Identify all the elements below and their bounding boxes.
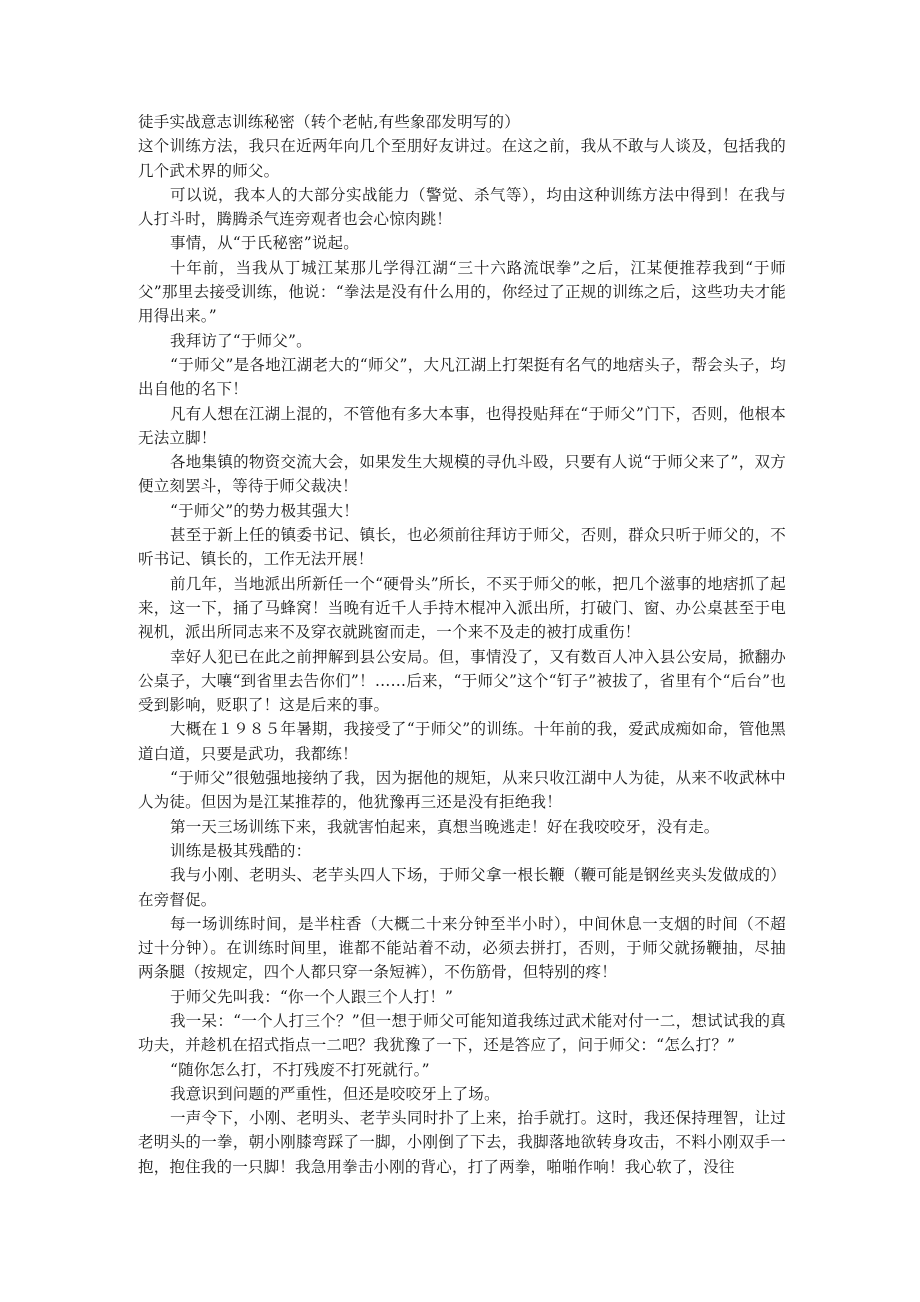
paragraph-13: 大概在１９８５年暑期，我接受了“于师父”的训练。十年前的我，爱武成痴如命，管他黑道白道，只要是武功，我都练！	[138, 720, 786, 763]
paragraph-7: 凡有人想在江湖上混的，不管他有多大本事，也得投贴拜在“于师父”门下，否则，他根本无法立脚！	[138, 404, 786, 447]
paragraph-12: 幸好人犯已在此之前押解到县公安局。但，事情没了，又有数百人冲入县公安局，掀翻办公桌子，大嚷“到省里去告你们”！……后来，“于师父”这个“钉子”被拔了，省里有个“后台”也受到影响，贬职了！这是后来的事。	[138, 647, 786, 715]
paragraph-4: 十年前，当我从丁城江某那儿学得江湖“三十六路流氓拳”之后，江某便推荐我到“于师父”那里去接受训练，他说：“拳法是没有什么用的，你经过了正规的训练之后，这些功夫才能用得出来。”	[138, 258, 786, 326]
paragraph-21: “随你怎么打，不打残废不打死就行。”	[170, 1060, 430, 1079]
document-title: 徒手实战意志训练秘密（转个老帖,有些象邵发明写的）	[138, 113, 520, 131]
paragraph-17: 我与小刚、老明头、老芋头四人下场，于师父拿一根长鞭（鞭可能是钢丝夹头发做成的）在旁督促。	[138, 866, 786, 909]
paragraph-11: 前几年，当地派出所新任一个“硬骨头”所长，不买于师父的帐，把几个滋事的地痞抓了起来，这一下，捅了马蜂窝！当晚有近千人手持木棍冲入派出所，打破门、窗、办公桌甚至于电视机，派出所同志来不及穿衣就跳窗而走，一个来不及走的被打成重伤！	[138, 574, 786, 642]
paragraph-10: 甚至于新上任的镇委书记、镇长，也必须前往拜访于师父，否则，群众只听于师父的，不听书记、镇长的，工作无法开展！	[138, 526, 786, 569]
paragraph-23: 一声令下，小刚、老明头、老芋头同时扑了上来，抬手就打。这时，我还保持理智，让过老明头的一拳，朝小刚膝弯踩了一脚，小刚倒了下去，我脚落地欲转身攻击，不料小刚双手一抱，抱住我的一只脚！我急用拳击小刚的背心，打了两拳，啪啪作响！我心软了，没往	[138, 1109, 786, 1176]
paragraph-18: 每一场训练时间，是半柱香（大概二十来分钟至半小时），中间休息一支烟的时间（不超过十分钟）。在训练时间里，谁都不能站着不动，必须去拼打，否则，于师父就扬鞭抽，尽抽两条腿（按规定，四个人都只穿一条短裤），不伤筋骨，但特别的疼！	[138, 914, 786, 982]
paragraph-22: 我意识到问题的严重性，但还是咬咬牙上了场。	[170, 1084, 500, 1103]
paragraph-8: 各地集镇的物资交流大会，如果发生大规模的寻仇斗殴，只要有人说“于师父来了”，双方便立刻罢斗，等待于师父裁决！	[138, 453, 786, 496]
paragraph-20: 我一呆：“一个人打三个？”但一想于师父可能知道我练过武术能对付一二，想试试我的真功夫，并趁机在招式指点一二吧？我犹豫了一下，还是答应了，问于师父：“怎么打？”	[138, 1011, 786, 1055]
paragraph-3: 事情，从“于氏秘密”说起。	[170, 234, 359, 253]
paragraph-14: “于师父”很勉强地接纳了我，因为据他的规矩，从来只收江湖中人为徒，从来不收武林中人为徒。但因为是江某推荐的，他犹豫再三还是没有拒绝我！	[138, 769, 786, 812]
paragraph-15: 第一天三场训练下来，我就害怕起来，真想当晚逃走！好在我咬咬牙，没有走。	[170, 817, 720, 836]
paragraph-2: 可以说，我本人的大部分实战能力（警觉、杀气等），均由这种训练方法中得到！在我与人打斗时，腾腾杀气连旁观者也会心惊肉跳！	[138, 185, 786, 229]
paragraph-6: “于师父”是各地江湖老大的“师父”，大凡江湖上打架挺有名气的地痞头子，帮会头子，均出自他的名下！	[138, 355, 786, 399]
paragraph-5: 我拜访了“于师父”。	[170, 331, 312, 350]
paragraph-1: 这个训练方法，我只在近两年向几个至朋好友讲过。在这之前，我从不敢与人谈及，包括我的几个武术界的师父。	[138, 137, 786, 180]
paragraph-19: 于师父先叫我：“你一个人跟三个人打！”	[170, 987, 454, 1006]
paragraph-16: 训练是极其残酷的：	[170, 841, 312, 860]
paragraph-9: “于师父”的势力极其强大！	[170, 501, 359, 520]
document-page	[138, 110, 786, 1179]
